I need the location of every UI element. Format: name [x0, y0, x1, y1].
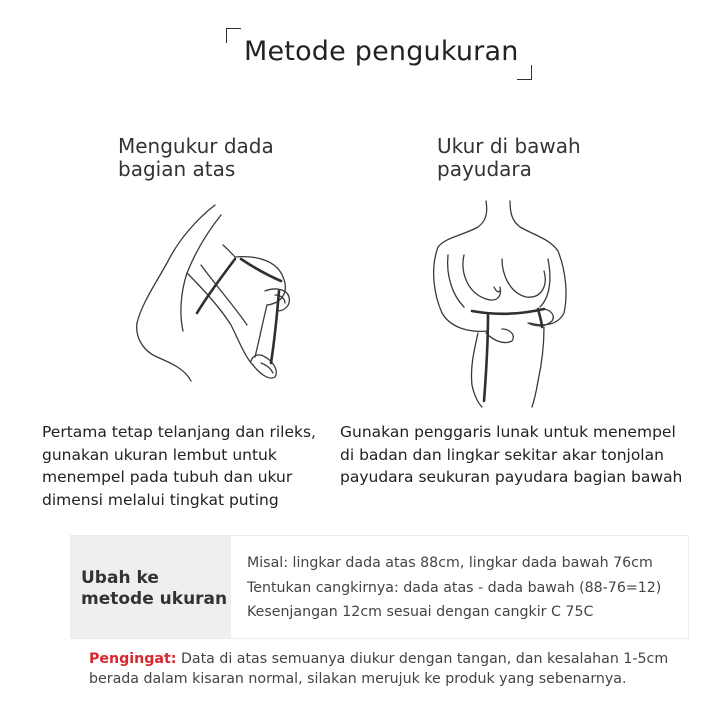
right-heading-line1: Ukur di bawah [437, 134, 581, 158]
left-heading [118, 135, 358, 181]
left-heading-line2: bagian atas [118, 157, 236, 181]
reminder-note [89, 649, 699, 689]
title-corner-top-left [226, 28, 241, 43]
left-description [42, 421, 332, 511]
right-description-line: Gunakan penggaris lunak untuk menempel [340, 423, 676, 441]
reminder-text: Data di atas semuanya diukur dengan tangan, dan kesalahan 1-5cm berada dalam kisaran normal, silakan merujuk ke produk yang sebenarnya. [89, 651, 669, 687]
right-heading-line2: payudara [437, 157, 532, 181]
conversion-line: Kesenjangan 12cm sesuai dengan cangkir C 75C [247, 604, 594, 620]
left-description-line: dimensi melalui tingkat puting [42, 490, 279, 509]
left-description-line: menempel pada tubuh dan ukur [42, 468, 293, 486]
right-heading [437, 135, 677, 181]
left-heading-line1: Mengukur dada [118, 134, 274, 158]
under-bust-measurement-illustration [398, 195, 588, 410]
right-description-line: di badan dan lingkar sekitar akar tonjolan [340, 445, 664, 464]
over-bust-measurement-illustration [135, 195, 310, 395]
conversion-line: Tentukan cangkirnya: dada atas - dada bawah (88-76=12) [247, 579, 662, 596]
page-title: Metode pengukuran [244, 36, 519, 67]
conversion-box [70, 535, 689, 639]
right-description [340, 421, 710, 489]
conversion-label-panel [71, 536, 231, 638]
conversion-example [247, 551, 687, 625]
right-description-line: payudara seukuran payudara bagian bawah [340, 468, 683, 486]
left-description-line: gunakan ukuran lembut untuk [42, 445, 277, 464]
title-corner-bottom-right [517, 65, 532, 80]
title-frame [226, 28, 532, 80]
conversion-label: Ubah ke metode ukuran [81, 568, 228, 609]
left-description-line: Pertama tetap telanjang dan rileks, [42, 423, 316, 441]
reminder-label: Pengingat: [89, 651, 177, 667]
conversion-line: Misal: lingkar dada atas 88cm, lingkar dada bawah 76cm [247, 555, 653, 571]
